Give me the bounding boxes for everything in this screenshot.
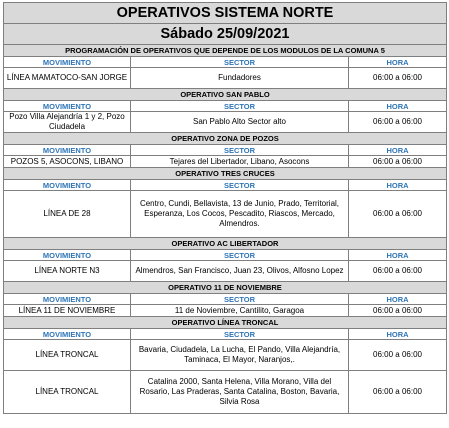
cell-hora: 06:00 a 06:00	[349, 340, 447, 371]
table-row	[4, 340, 447, 371]
column-header-hora: HORA	[349, 101, 447, 112]
column-header-sector: SECTOR	[131, 145, 349, 156]
column-header-movimiento: MOVIMIENTO	[4, 145, 131, 156]
cell-hora: 06:00 a 06:00	[349, 305, 447, 317]
cell-movimiento: Pozo Villa Alejandría 1 y 2, Pozo Ciudadela	[4, 112, 131, 133]
cell-sector: San Pablo Alto Sector alto	[131, 112, 349, 133]
column-header-hora: HORA	[349, 329, 447, 340]
column-header-sector: SECTOR	[131, 329, 349, 340]
column-header-hora: HORA	[349, 145, 447, 156]
cell-sector: Centro, Cundi, Bellavista, 13 de Junio, Prado, Territorial, Esperanza, Los Cocos, Pescadito, Riascos, Mercado, Almendros.	[131, 191, 349, 238]
cell-sector: 11 de Noviembre, Cantilito, Garagoa	[131, 305, 349, 317]
operativos-table-wrapper	[3, 2, 446, 414]
cell-hora: 06:00 a 06:00	[349, 261, 447, 282]
cell-sector: Fundadores	[131, 68, 349, 89]
cell-movimiento: LÍNEA MAMATOCO-SAN JORGE	[4, 68, 131, 89]
column-header-movimiento: MOVIMIENTO	[4, 250, 131, 261]
cell-sector: Tejares del Libertador, Libano, Asocons	[131, 156, 349, 168]
cell-movimiento: LÍNEA TRONCAL	[4, 371, 131, 414]
cell-movimiento: LÍNEA 11 DE NOVIEMBRE	[4, 305, 131, 317]
section-title: OPERATIVO LÍNEA TRONCAL	[4, 317, 447, 329]
table-row	[4, 371, 447, 414]
column-header-hora: HORA	[349, 250, 447, 261]
operativos-table	[3, 2, 447, 414]
column-header-sector: SECTOR	[131, 294, 349, 305]
column-header-sector: SECTOR	[131, 180, 349, 191]
column-header-sector: SECTOR	[131, 57, 349, 68]
column-header-movimiento: MOVIMIENTO	[4, 329, 131, 340]
column-header-hora: HORA	[349, 180, 447, 191]
table-row	[4, 191, 447, 238]
cell-movimiento: LÍNEA DE 28	[4, 191, 131, 238]
section-title: OPERATIVO AC LIBERTADOR	[4, 238, 447, 250]
cell-movimiento: POZOS 5, ASOCONS, LIBANO	[4, 156, 131, 168]
cell-hora: 06:00 a 06:00	[349, 371, 447, 414]
column-header-movimiento: MOVIMIENTO	[4, 294, 131, 305]
cell-hora: 06:00 a 06:00	[349, 68, 447, 89]
column-header-hora: HORA	[349, 294, 447, 305]
cell-sector: Bavaria, Ciudadela, La Lucha, El Pando, Villa Alejandría, Taminaca, El Mayor, Naranjos,.	[131, 340, 349, 371]
column-header-sector: SECTOR	[131, 250, 349, 261]
cell-movimiento: LÍNEA TRONCAL	[4, 340, 131, 371]
column-header-movimiento: MOVIMIENTO	[4, 180, 131, 191]
page-title: OPERATIVOS SISTEMA NORTE	[4, 3, 447, 24]
table-row	[4, 261, 447, 282]
section-title: OPERATIVO TRES CRUCES	[4, 168, 447, 180]
column-header-movimiento: MOVIMIENTO	[4, 57, 131, 68]
table-row	[4, 68, 447, 89]
cell-hora: 06:00 a 06:00	[349, 191, 447, 238]
table-row	[4, 112, 447, 133]
column-header-movimiento: MOVIMIENTO	[4, 101, 131, 112]
section-title: OPERATIVO ZONA DE POZOS	[4, 133, 447, 145]
column-header-sector: SECTOR	[131, 101, 349, 112]
section-title: OPERATIVO SAN PABLO	[4, 89, 447, 101]
table-row	[4, 305, 447, 317]
cell-sector: Catalina 2000, Santa Helena, Villa Morano, Villa del Rosario, Las Praderas, Santa Catalina, Boston, Bavaria, Silvia Rosa	[131, 371, 349, 414]
cell-hora: 06:00 a 06:00	[349, 156, 447, 168]
column-header-hora: HORA	[349, 57, 447, 68]
section-title: PROGRAMACIÓN DE OPERATIVOS QUE DEPENDE DE LOS MODULOS DE LA COMUNA 5	[4, 45, 447, 57]
cell-movimiento: LÍNEA NORTE N3	[4, 261, 131, 282]
table-row	[4, 156, 447, 168]
cell-sector: Almendros, San Francisco, Juan 23, Olivos, Alfosno Lopez	[131, 261, 349, 282]
section-title: OPERATIVO 11 DE NOVIEMBRE	[4, 282, 447, 294]
cell-hora: 06:00 a 06:00	[349, 112, 447, 133]
date-title: Sábado 25/09/2021	[4, 24, 447, 45]
